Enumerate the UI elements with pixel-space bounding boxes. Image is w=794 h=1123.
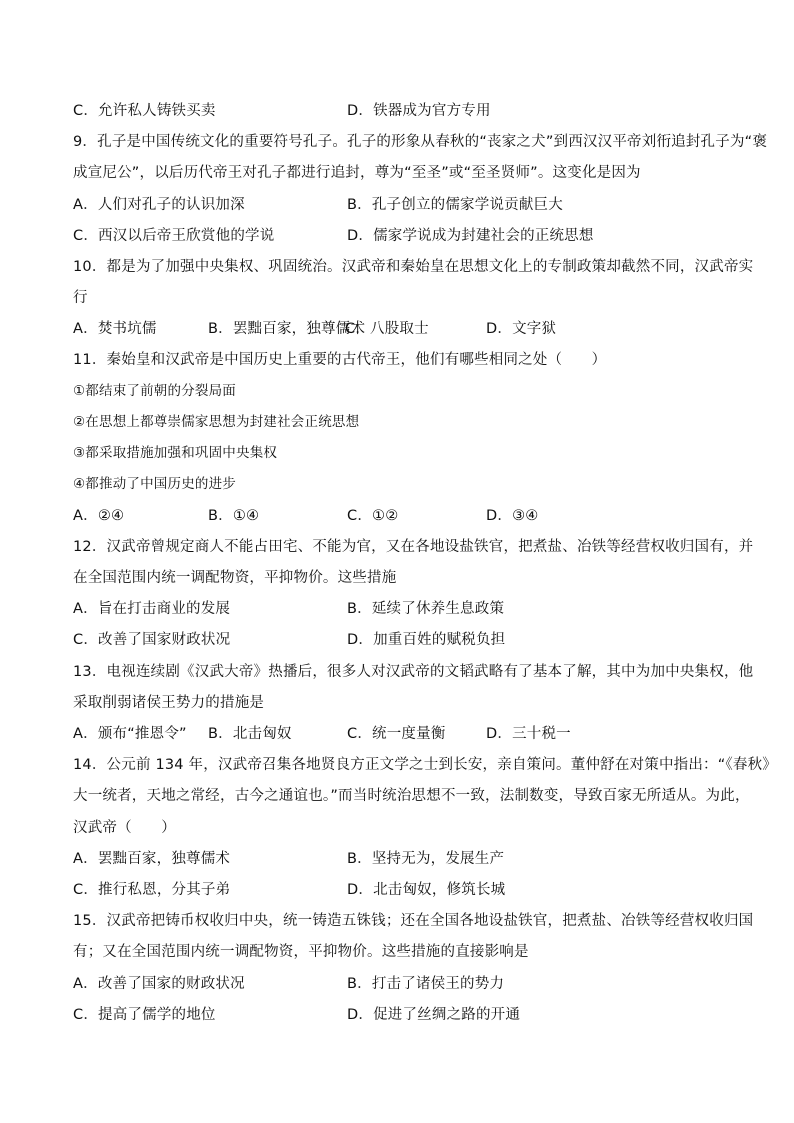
- q14-stem-line3: 汉武帝（ ）: [73, 820, 176, 836]
- q12-option-d: D．加重百姓的赋税负担: [347, 632, 506, 648]
- q12-option-b: B．延续了休养生息政策: [347, 601, 505, 617]
- q11-option-a: A．②④: [73, 508, 125, 524]
- q11-option-b: B．①④: [208, 508, 260, 524]
- q13-option-c: C．统一度量衡: [347, 726, 446, 742]
- q9-option-d: D．儒家学说成为封建社会的正统思想: [347, 228, 594, 244]
- q11-stem: 11．秦始皇和汉武帝是中国历史上重要的古代帝王，他们有哪些相同之处（ ）: [73, 352, 607, 368]
- q14-stem-line1: 14．公元前 134 年，汉武帝召集各地贤良方正文学之士到长安，亲自策问。董仲舒在对策中指出：“《春秋》: [73, 757, 778, 773]
- q9-stem-line1: 9．孔子是中国传统文化的重要符号孔子。孔子的形象从春秋的“丧家之犬”到西汉汉平帝刘衎追封孔子为“褒: [73, 134, 768, 150]
- q12-stem-line2: 在全国范围内统一调配物资，平抑物价。这些措施: [73, 570, 397, 586]
- q8-option-d: D．铁器成为官方专用: [347, 103, 491, 119]
- q10-option-a: A．焚书坑儒: [73, 321, 157, 337]
- q12-option-a: A．旨在打击商业的发展: [73, 601, 231, 617]
- q15-option-c: C．提高了儒学的地位: [73, 1007, 216, 1023]
- q10-option-c: C．八股取士: [345, 321, 429, 337]
- q8-option-c: C．允许私人铸铁买卖: [73, 103, 216, 119]
- q14-option-a: A．罢黜百家，独尊儒术: [73, 851, 231, 867]
- q14-option-c: C．推行私恩，分其子弟: [73, 882, 231, 898]
- q15-stem-line2: 有；又在全国范围内统一调配物资，平抑物价。这些措施的直接影响是: [73, 944, 529, 960]
- q15-stem-line1: 15．汉武帝把铸币权收归中央，统一铸造五铢钱；还在全国各地设盐铁官，把煮盐、冶铁等经营权收归国: [73, 913, 754, 929]
- q14-option-d: D．北击匈奴，修筑长城: [347, 882, 506, 898]
- q10-option-b: B．罢黜百家，独尊儒术: [208, 321, 366, 337]
- q12-stem-line1: 12．汉武帝曾规定商人不能占田宅、不能为官，又在各地设盐铁官，把煮盐、冶铁等经营权收归国有，并: [73, 539, 754, 555]
- q9-option-c: C．西汉以后帝王欣赏他的学说: [73, 228, 275, 244]
- q13-stem-line1: 13．电视连续剧《汉武大帝》热播后，很多人对汉武帝的文韬武略有了基本了解，其中为加中央集权，他: [73, 664, 754, 680]
- q11-item-3: ③都采取措施加强和巩固中央集权: [73, 445, 278, 461]
- q13-option-d: D．三十税一: [486, 726, 571, 742]
- q11-option-c: C．①②: [347, 508, 399, 524]
- q15-option-a: A．改善了国家的财政状况: [73, 976, 245, 992]
- q11-option-d: D．③④: [486, 508, 539, 524]
- q11-item-2: ②在思想上都尊崇儒家思想为封建社会正统思想: [73, 414, 360, 430]
- q9-option-a: A．人们对孔子的认识加深: [73, 197, 245, 213]
- q11-item-4: ④都推动了中国历史的进步: [73, 476, 237, 492]
- q14-stem-line2: 大一统者，天地之常经，古今之通谊也。”而当时统治思想不一致，法制数变，导致百家无所适从。为此，: [73, 788, 750, 804]
- q15-option-d: D．促进了丝绸之路的开通: [347, 1007, 521, 1023]
- q10-option-d: D．文字狱: [486, 321, 557, 337]
- q15-option-b: B．打击了诸侯王的势力: [347, 976, 505, 992]
- q9-stem-line2: 成宣尼公”，以后历代帝王对孔子都进行追封，尊为“至圣”或“至圣贤师”。这变化是因为: [73, 165, 641, 181]
- q10-stem-line1: 10．都是为了加强中央集权、巩固统治。汉武帝和秦始皇在思想文化上的专制政策却截然不同，汉武帝实: [73, 259, 754, 275]
- q13-option-a: A．颁布“推恩令”: [73, 726, 187, 742]
- q13-stem-line2: 采取削弱诸侯王势力的措施是: [73, 695, 265, 711]
- q12-option-c: C．改善了国家财政状况: [73, 632, 231, 648]
- q13-option-b: B．北击匈奴: [208, 726, 292, 742]
- q11-item-1: ①都结束了前朝的分裂局面: [73, 383, 237, 399]
- q14-option-b: B．坚持无为，发展生产: [347, 851, 505, 867]
- q10-stem-line2: 行: [73, 290, 88, 306]
- q9-option-b: B．孔子创立的儒家学说贡献巨大: [347, 197, 563, 213]
